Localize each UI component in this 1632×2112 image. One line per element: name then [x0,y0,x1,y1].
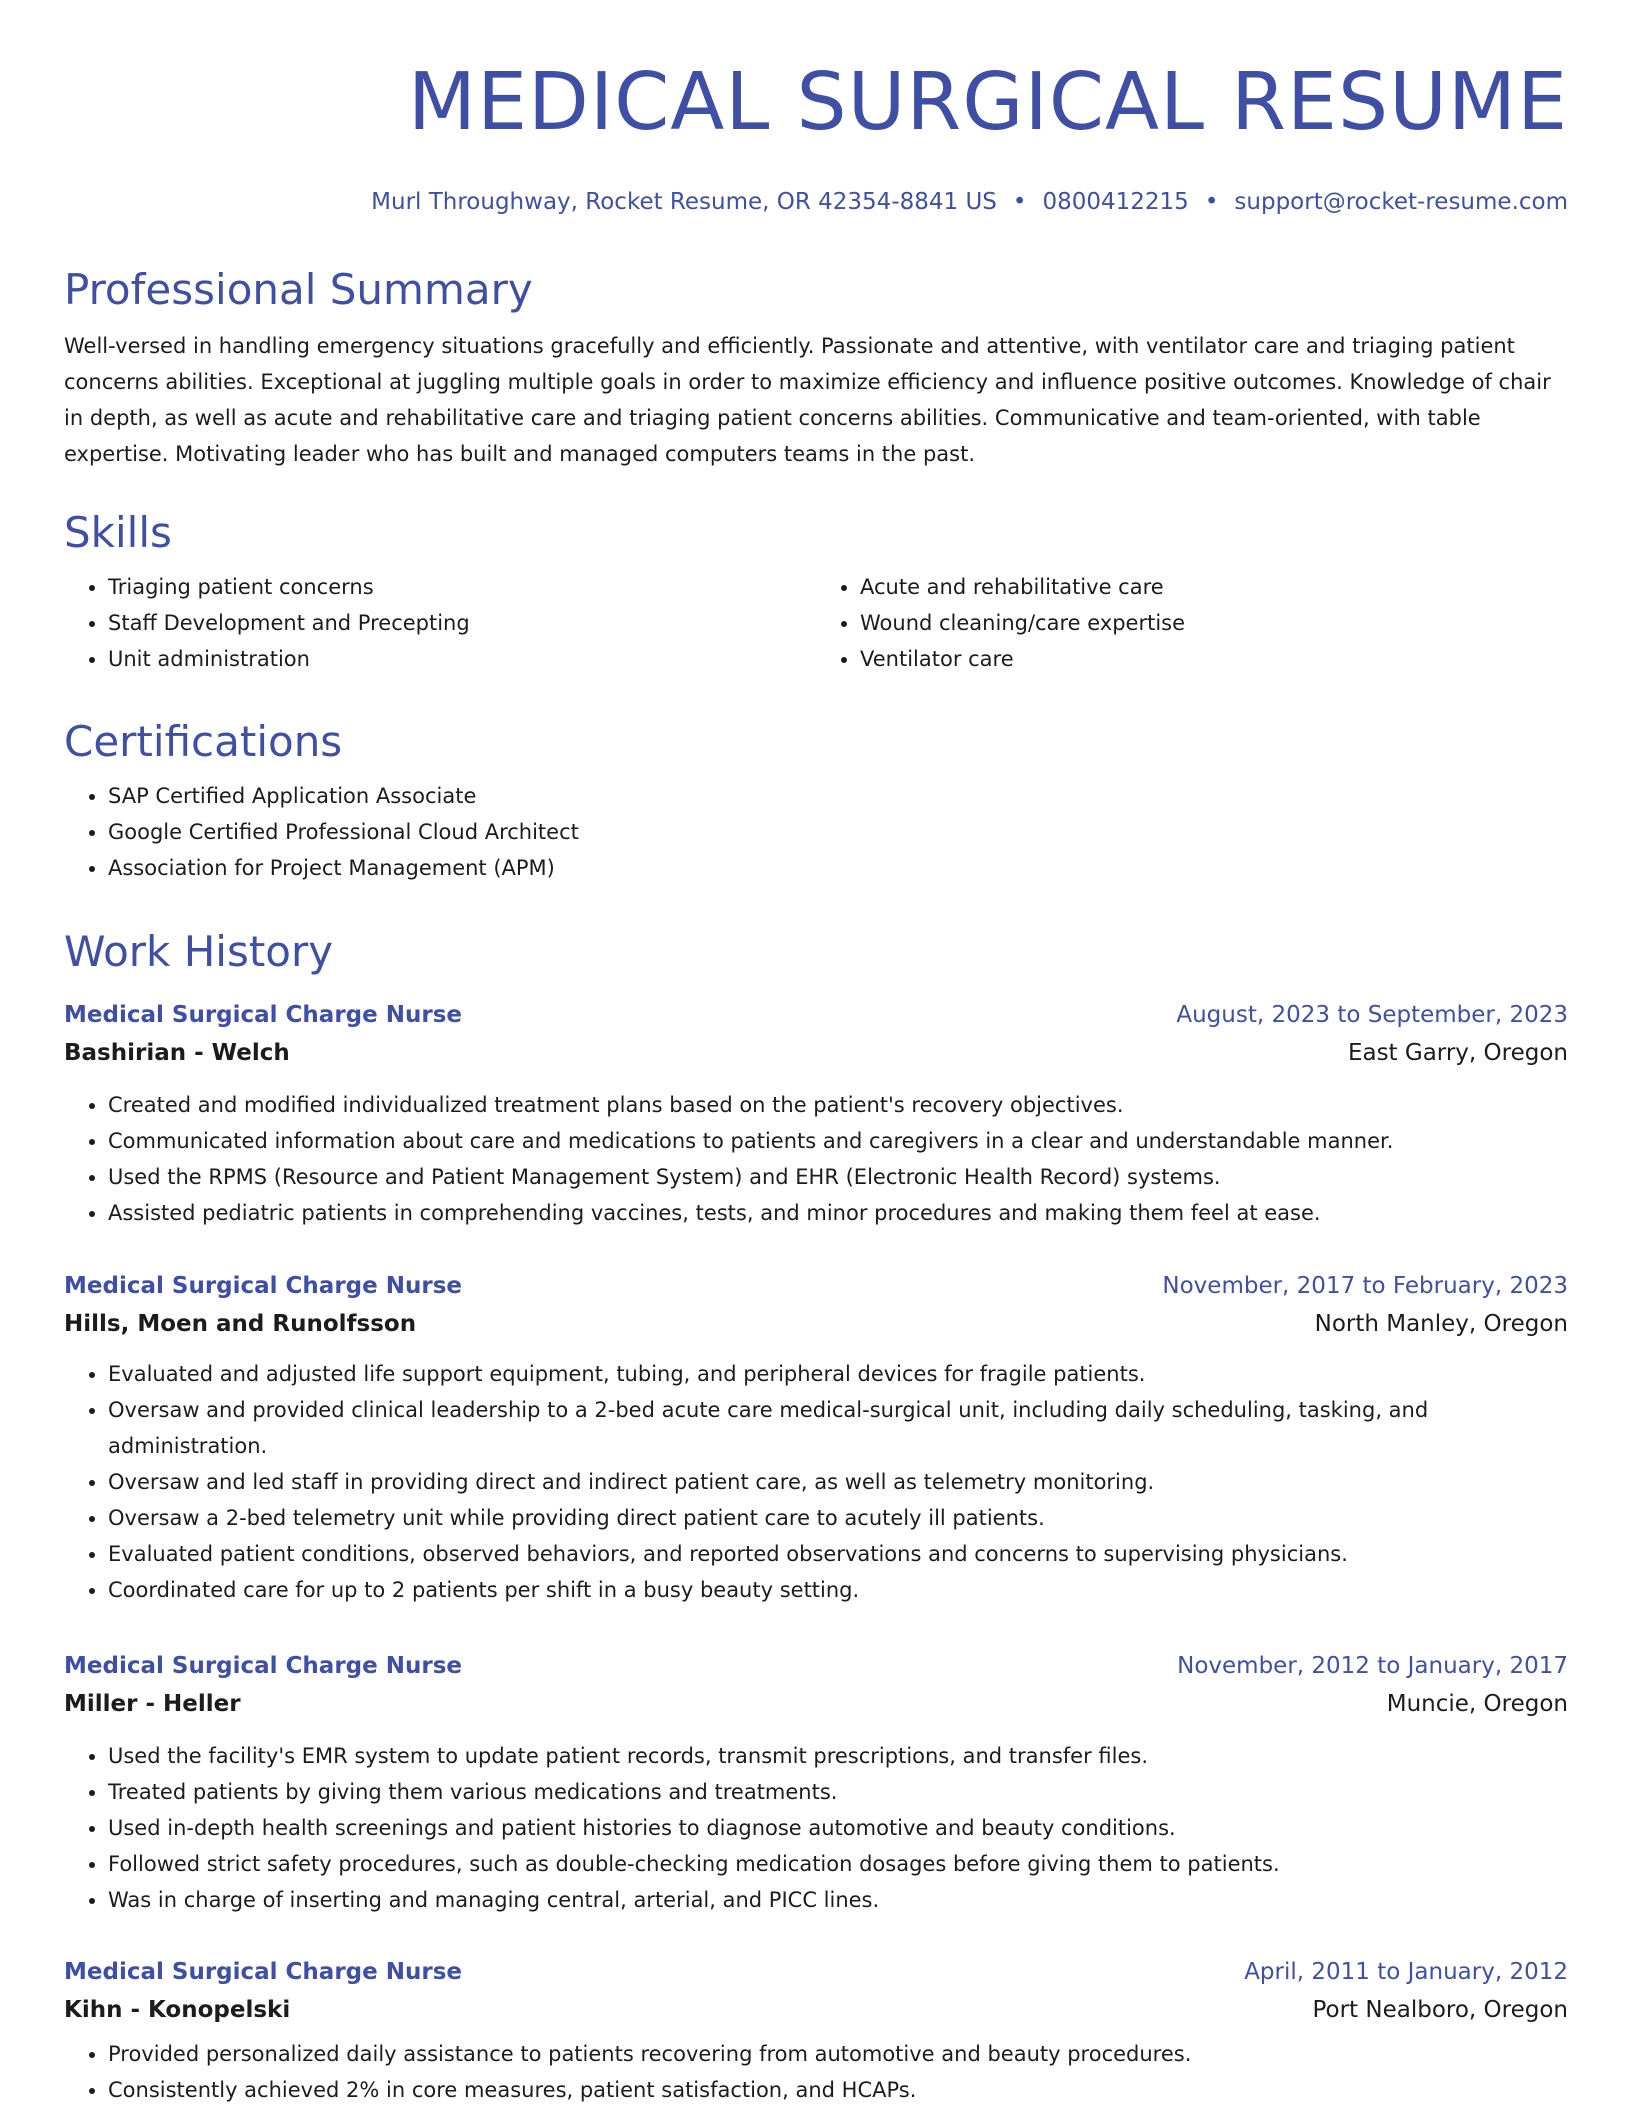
job-bullet: • Provided personalized daily assistance to patients recovering from automotive and beauty procedures. [108,2036,1568,2072]
skill-item: • Triaging patient concerns [108,569,816,605]
skills-heading: Skills [64,508,172,557]
summary-text: Well-versed in handling emergency situations gracefully and efficiently. Passionate and attentive, with ventilator care and triaging patient concerns abilities. Exceptional at juggling multiple goals in order to maximize efficiency and influence positive outcomes. Knowledge of chair in depth, as well as acute and rehabilitative care and triaging patient concerns abilities. Communicative and team-oriented, with table expertise. Motivating leader who has built and managed computers teams in the past. [64,334,1551,466]
contact-separator: • [1204,189,1219,215]
skill-item: • Ventilator care [860,641,1568,677]
skills-column-right [816,569,1568,677]
job-bullet: • Assisted pediatric patients in comprehending vaccines, tests, and minor procedures and making them feel at ease. [108,1195,1568,1231]
job-dates: November, 2017 to February, 2023 [1162,1273,1568,1299]
job-dates: August, 2023 to September, 2023 [1176,1002,1568,1028]
job-entry [64,1954,1568,2108]
job-header-row [64,1268,1568,1304]
job-header-row [64,1954,1568,1990]
job-title: Medical Surgical Charge Nurse [64,1002,462,1028]
resume-title: MEDICAL SURGICAL RESUME [407,56,1568,148]
job-location: Muncie, Oregon [1386,1691,1568,1717]
job-bullet: • Was in charge of inserting and managing central, arterial, and PICC lines. [108,1882,1568,1918]
contact-address: Murl Throughway, Rocket Resume, OR 42354-8841 US [371,189,997,215]
job-bullet: • Used the RPMS (Resource and Patient Management System) and EHR (Electronic Health Record) systems. [108,1159,1568,1195]
certification-item: • Association for Project Management (APM) [108,850,1568,886]
skill-item: • Wound cleaning/care expertise [860,605,1568,641]
job-header-row [64,1648,1568,1684]
job-company-row [64,1033,1568,1073]
job-title: Medical Surgical Charge Nurse [64,1273,462,1299]
certifications-heading: Certifications [64,717,343,766]
skill-item: • Acute and rehabilitative care [860,569,1568,605]
job-title: Medical Surgical Charge Nurse [64,1653,462,1679]
job-company: Bashirian - Welch [64,1040,290,1066]
job-company: Hills, Moen and Runolfsson [64,1311,417,1337]
job-bullet: • Used the facility's EMR system to update patient records, transmit prescriptions, and transfer files. [108,1738,1568,1774]
job-bullet: • Treated patients by giving them various medications and treatments. [108,1774,1568,1810]
job-bullet: • Evaluated patient conditions, observed behaviors, and reported observations and concerns to supervising physicians. [108,1536,1568,1572]
job-bullet: • Used in-depth health screenings and patient histories to diagnose automotive and beauty conditions. [108,1810,1568,1846]
skill-item: • Unit administration [108,641,816,677]
job-bullets [64,1356,1568,1608]
job-bullet: • Oversaw a 2-bed telemetry unit while providing direct patient care to acutely ill patients. [108,1500,1568,1536]
job-entry [64,1268,1568,1608]
contact-phone: 0800412215 [1042,189,1189,215]
job-entry [64,1648,1568,1918]
contact-line [64,187,1568,217]
job-bullet: • Evaluated and adjusted life support equipment, tubing, and peripheral devices for fragile patients. [108,1356,1568,1392]
job-company-row [64,1684,1568,1724]
job-bullet: • Oversaw and led staff in providing direct and indirect patient care, as well as telemetry monitoring. [108,1464,1568,1500]
work-history-heading: Work History [64,927,334,976]
job-location: East Garry, Oregon [1347,1040,1568,1066]
summary-heading: Professional Summary [64,265,533,314]
contact-separator: • [1012,189,1027,215]
certifications-section [64,716,1568,886]
job-bullets [64,1738,1568,1918]
job-bullet: • Oversaw and provided clinical leadership to a 2-bed acute care medical-surgical unit, including daily scheduling, tasking, and administration. [108,1392,1568,1464]
job-title: Medical Surgical Charge Nurse [64,1959,462,1985]
job-bullet: • Consistently achieved 2% in core measures, patient satisfaction, and HCAPs. [108,2072,1568,2108]
skills-column-left [64,569,816,677]
job-bullets [64,1087,1568,1231]
job-header-row [64,997,1568,1033]
job-bullet: • Created and modified individualized treatment plans based on the patient's recovery objectives. [108,1087,1568,1123]
certification-item: • Google Certified Professional Cloud Architect [108,814,1568,850]
skills-section [64,507,1568,677]
job-location: North Manley, Oregon [1314,1311,1568,1337]
job-company: Kihn - Konopelski [64,1997,291,2023]
skills-columns [64,569,1568,677]
skills-list-right [816,569,1568,677]
job-location: Port Nealboro, Oregon [1312,1997,1568,2023]
job-bullet: • Communicated information about care and medications to patients and caregivers in a clear and understandable manner. [108,1123,1568,1159]
job-dates: November, 2012 to January, 2017 [1177,1653,1568,1679]
contact-email[interactable]: support@rocket-resume.com [1234,189,1568,215]
job-bullet: • Coordinated care for up to 2 patients per shift in a busy beauty setting. [108,1572,1568,1608]
job-company-row [64,1304,1568,1344]
job-bullets [64,2036,1568,2108]
job-dates: April, 2011 to January, 2012 [1244,1959,1568,1985]
job-company: Miller - Heller [64,1691,241,1717]
job-entry [64,997,1568,1231]
job-company-row [64,1990,1568,2030]
summary-section [64,264,1568,472]
skills-list-left [64,569,816,677]
skill-item: • Staff Development and Precepting [108,605,816,641]
certifications-list [64,778,1568,886]
certification-item: • SAP Certified Application Associate [108,778,1568,814]
work-history-section [64,926,1568,978]
job-bullet: • Followed strict safety procedures, such as double-checking medication dosages before giving them to patients. [108,1846,1568,1882]
